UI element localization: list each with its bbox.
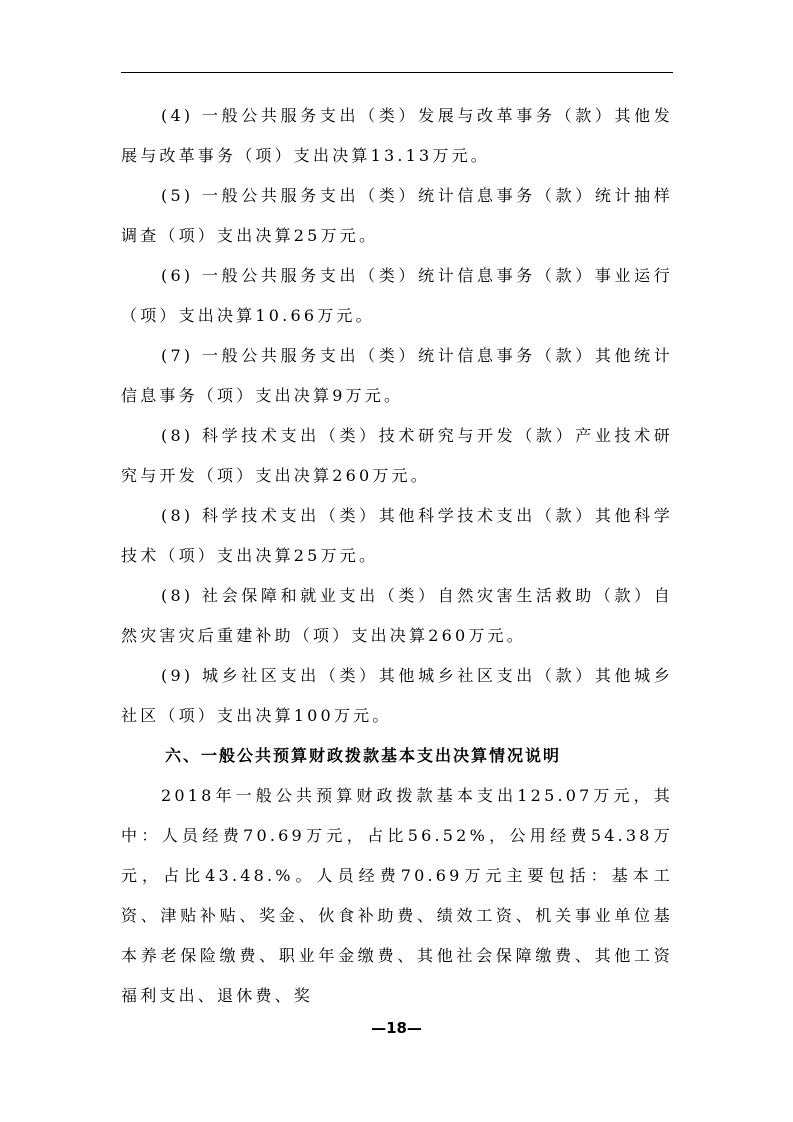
document-body bbox=[121, 96, 673, 1016]
list-item: (8) 科学技术支出（类）其他科学技术支出（款）其他科学技术（项）支出决算25万元。 bbox=[121, 506, 673, 565]
section-heading: 六、一般公共预算财政拨款基本支出决算情况说明 bbox=[165, 746, 562, 765]
list-item: (8) 社会保障和就业支出（类）自然灾害生活救助（款）自然灾害灾后重建补助（项）支出决算260万元。 bbox=[121, 586, 673, 645]
body-paragraph: 2018年一般公共预算财政拨款基本支出125.07万元，其中：人员经费70.69万元，占比56.52%，公用经费54.38万元，占比43.48.%。人员经费70.69万元主要包括：基本工资、津贴补贴、奖金、伙食补助费、绩效工资、机关事业单位基本养老保险缴费、职业年金缴费、其他社会保障缴费、其他工资福利支出、退休费、奖 bbox=[121, 786, 673, 1005]
page-number: —18— bbox=[371, 1019, 422, 1037]
list-item: (5) 一般公共服务支出（类）统计信息事务（款）统计抽样调查（项）支出决算25万元。 bbox=[121, 186, 673, 245]
list-item: (4) 一般公共服务支出（类）发展与改革事务（款）其他发展与改革事务（项）支出决算13.13万元。 bbox=[121, 106, 673, 165]
list-item: (7) 一般公共服务支出（类）统计信息事务（款）其他统计信息事务（项）支出决算9万元。 bbox=[121, 346, 673, 405]
list-item: (6) 一般公共服务支出（类）统计信息事务（款）事业运行（项）支出决算10.66万元。 bbox=[121, 266, 673, 325]
list-item: (8) 科学技术支出（类）技术研究与开发（款）产业技术研究与开发（项）支出决算260万元。 bbox=[121, 426, 673, 485]
header-rule bbox=[121, 72, 673, 73]
list-item: (9) 城乡社区支出（类）其他城乡社区支出（款）其他城乡社区（项）支出决算100万元。 bbox=[121, 666, 673, 725]
